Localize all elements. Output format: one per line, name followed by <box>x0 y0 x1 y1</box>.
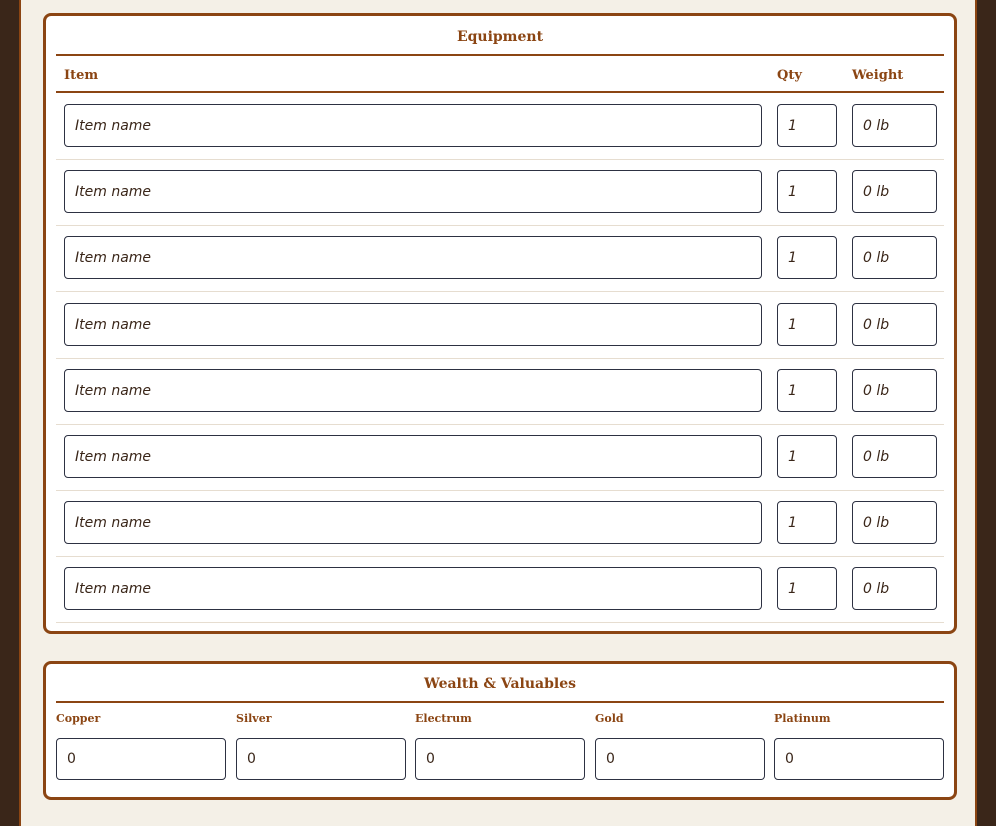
electrum-input[interactable] <box>415 738 585 780</box>
copper-input[interactable] <box>56 738 226 780</box>
item-name-input[interactable] <box>64 104 762 147</box>
item-weight-input[interactable] <box>852 501 937 544</box>
item-qty-input[interactable] <box>777 501 837 544</box>
column-header-weight: Weight <box>852 68 904 83</box>
item-weight-input[interactable] <box>852 567 937 610</box>
coin-label-gold: Gold <box>595 712 624 725</box>
column-header-item: Item <box>64 68 99 83</box>
item-weight-input[interactable] <box>852 236 937 279</box>
item-name-input[interactable] <box>64 303 762 346</box>
item-name-input[interactable] <box>64 170 762 213</box>
equipment-row <box>56 358 944 425</box>
item-qty-input[interactable] <box>777 303 837 346</box>
item-weight-input[interactable] <box>852 369 937 412</box>
item-name-input[interactable] <box>64 236 762 279</box>
equipment-row <box>56 225 944 292</box>
equipment-row <box>56 292 944 359</box>
item-name-input[interactable] <box>64 435 762 478</box>
item-qty-input[interactable] <box>777 369 837 412</box>
item-weight-input[interactable] <box>852 303 937 346</box>
coin-label-platinum: Platinum <box>774 712 831 725</box>
item-name-input[interactable] <box>64 369 762 412</box>
coin-label-copper: Copper <box>56 712 101 725</box>
silver-input[interactable] <box>236 738 406 780</box>
wealth-title: Wealth & Valuables <box>56 675 944 703</box>
equipment-row <box>56 490 944 557</box>
column-header-qty: Qty <box>777 68 802 83</box>
item-qty-input[interactable] <box>777 567 837 610</box>
item-qty-input[interactable] <box>777 170 837 213</box>
item-name-input[interactable] <box>64 567 762 610</box>
item-weight-input[interactable] <box>852 104 937 147</box>
coin-label-electrum: Electrum <box>415 712 472 725</box>
item-name-input[interactable] <box>64 501 762 544</box>
coin-label-silver: Silver <box>236 712 272 725</box>
gold-input[interactable] <box>595 738 765 780</box>
equipment-row <box>56 424 944 491</box>
item-qty-input[interactable] <box>777 435 837 478</box>
item-weight-input[interactable] <box>852 435 937 478</box>
wealth-panel <box>43 661 957 800</box>
item-weight-input[interactable] <box>852 170 937 213</box>
item-qty-input[interactable] <box>777 104 837 147</box>
equipment-row <box>56 93 944 160</box>
equipment-row <box>56 159 944 226</box>
equipment-title: Equipment <box>56 28 944 56</box>
equipment-row <box>56 556 944 623</box>
item-qty-input[interactable] <box>777 236 837 279</box>
platinum-input[interactable] <box>774 738 944 780</box>
equipment-panel <box>43 13 957 634</box>
